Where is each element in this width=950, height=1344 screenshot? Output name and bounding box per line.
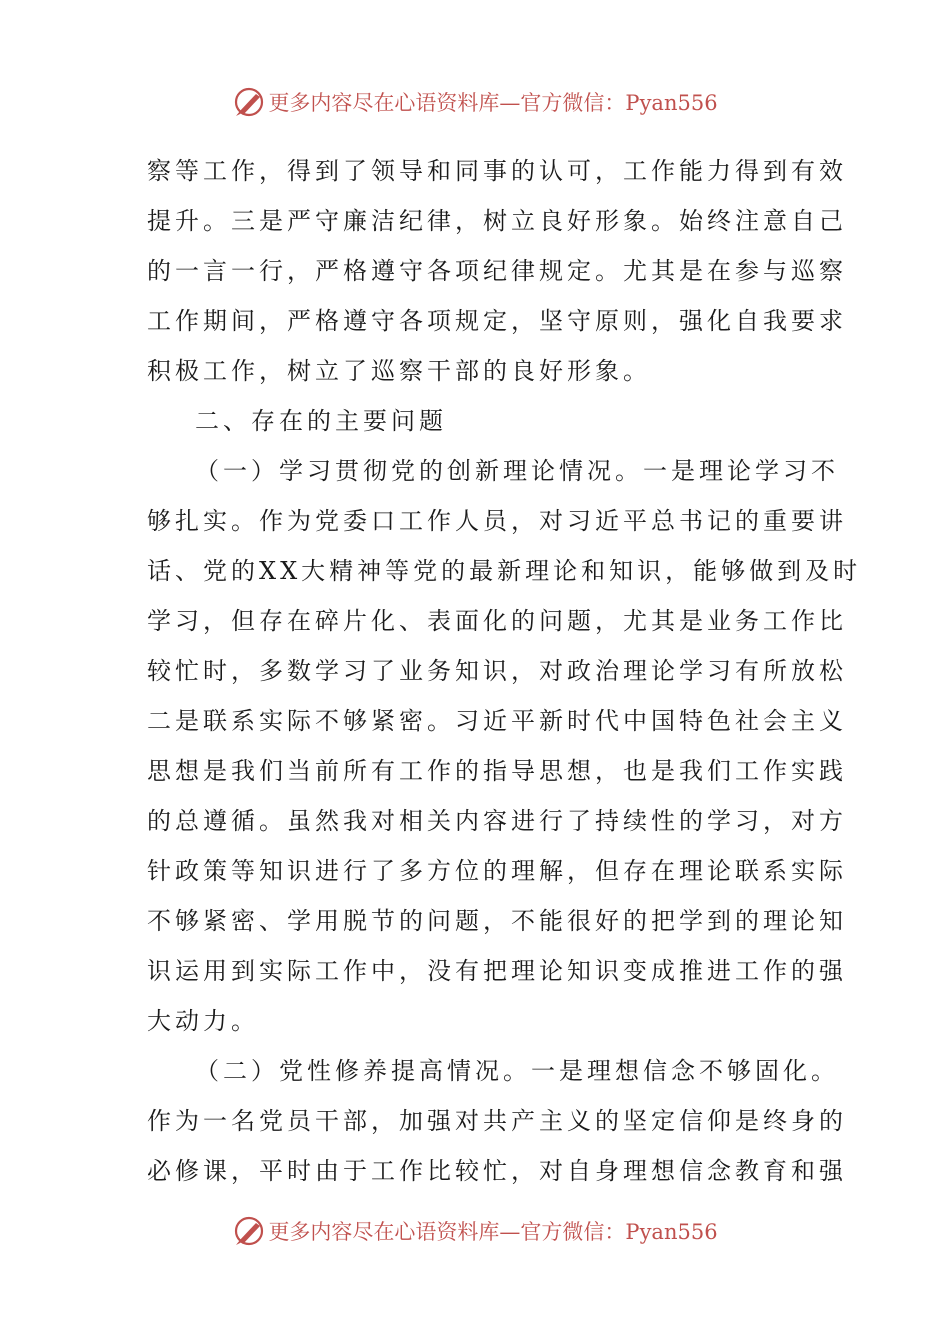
- pen-seal-icon: [232, 85, 266, 119]
- document-body: [147, 146, 862, 1196]
- text-line: 提升。三是严守廉洁纪律，树立良好形象。始终注意自己: [147, 207, 847, 235]
- text-line: 学习，但存在碎片化、表面化的问题，尤其是业务工作比: [147, 607, 847, 635]
- text-line: 察等工作，得到了领导和同事的认可，工作能力得到有效: [147, 157, 847, 185]
- text-line: 必修课，平时由于工作比较忙，对自身理想信念教育和强: [147, 1157, 847, 1185]
- text-line: 积极工作，树立了巡察干部的良好形象。: [147, 357, 651, 385]
- text-line: 识运用到实际工作中，没有把理论知识变成推进工作的强: [147, 957, 847, 985]
- text-line: 作为一名党员干部，加强对共产主义的坚定信仰是终身的: [147, 1107, 847, 1135]
- text-line: 较忙时，多数学习了业务知识，对政治理论学习有所放松: [147, 657, 847, 685]
- banner-text: 更多内容尽在心语资料库—官方微信：Pyan556: [268, 91, 718, 115]
- text-line: 话、党的XX大精神等党的最新理论和知识，能够做到及时: [147, 557, 862, 585]
- header-banner: [0, 82, 950, 122]
- text-line: 工作期间，严格遵守各项规定，坚守原则，强化自我要求: [147, 307, 847, 335]
- text-line: （一）学习贯彻党的创新理论情况。一是理论学习不: [195, 457, 839, 485]
- text-line: 够扎实。作为党委口工作人员，对习近平总书记的重要讲: [147, 507, 847, 535]
- text-line: （二）党性修养提高情况。一是理想信念不够固化。: [195, 1057, 839, 1085]
- text-line: 大动力。: [147, 1007, 259, 1035]
- text-line: 不够紧密、学用脱节的问题，不能很好的把学到的理论知: [147, 907, 847, 935]
- banner-text: 更多内容尽在心语资料库—官方微信：Pyan556: [268, 1220, 718, 1244]
- text-line: 的一言一行，严格遵守各项纪律规定。尤其是在参与巡察: [147, 257, 847, 285]
- text-line: 思想是我们当前所有工作的指导思想，也是我们工作实践: [147, 757, 847, 785]
- section-heading: 二、存在的主要问题: [195, 407, 447, 435]
- pen-seal-icon: [232, 1214, 266, 1248]
- text-line: 针政策等知识进行了多方位的理解，但存在理论联系实际: [147, 857, 847, 885]
- footer-banner: [0, 1211, 950, 1251]
- text-line: 的总遵循。虽然我对相关内容进行了持续性的学习，对方: [147, 807, 847, 835]
- text-line: 二是联系实际不够紧密。习近平新时代中国特色社会主义: [147, 707, 847, 735]
